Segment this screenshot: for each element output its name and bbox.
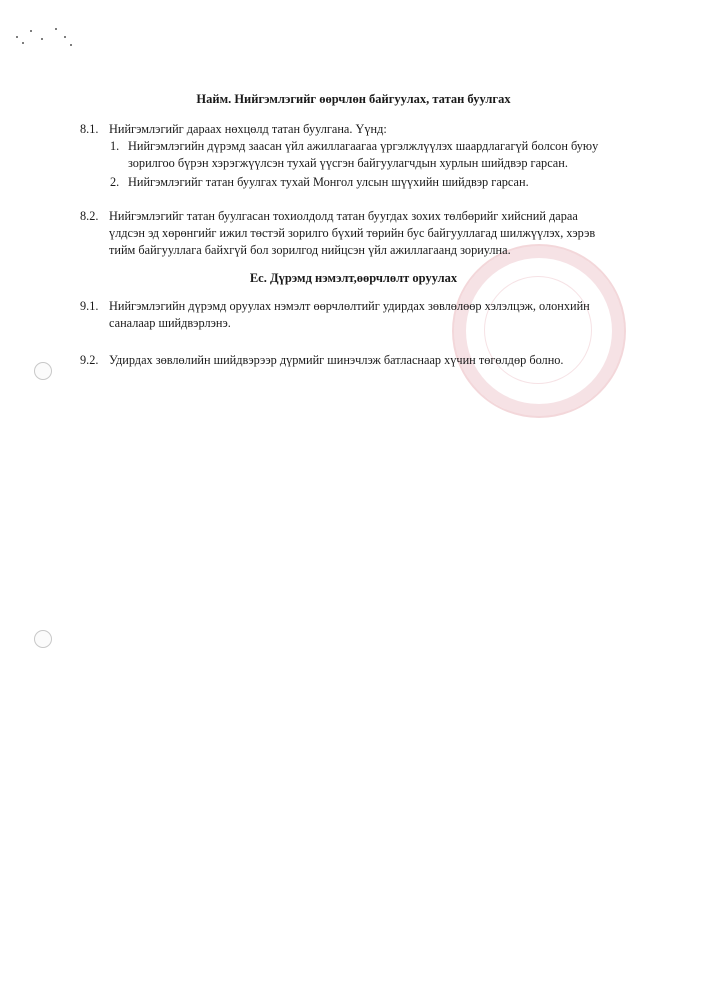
scan-speck — [70, 44, 72, 46]
scan-speck — [30, 30, 32, 32]
list-item-2-line1: Нийгэмлэгийг татан буулгах тухай Монгол улсын шүүхийн шийдвэр гарсан. — [128, 175, 529, 189]
clause-9-1-number: 9.1. — [80, 299, 99, 313]
scan-speck — [41, 38, 43, 40]
list-item-1-line2: зорилгоо бүрэн хэрэгжүүлсэн тухай үүсгэн байгуулагчдын хурлын шийдвэр гарсан. — [128, 156, 568, 170]
clause-8-2-line3: тийм байгууллага байхгүй бол зорилгод нийцсэн үйл ажиллагаанд зориулна. — [109, 243, 511, 257]
clause-8-2-line1: Нийгэмлэгийг татан буулгасан тохиолдолд татан буугдах зохих төлбөрийг хийсний дараа — [109, 209, 578, 223]
clause-9-1-line2: саналаар шийдвэрлэнэ. — [109, 316, 231, 330]
clause-8-1-number: 8.1. — [80, 122, 99, 136]
list-item-1-line1: Нийгэмлэгийн дүрэмд заасан үйл ажиллагаагаа үргэлжлүүлэх шаардлагагүй болсон буюу — [128, 139, 599, 153]
clause-9-2-text: Удирдах зөвлөлийн шийдвэрээр дүрмийг шинэчлэж батласнаар хүчин төгөлдөр болно. — [109, 353, 564, 367]
punch-hole — [34, 362, 52, 380]
clause-9-2-number: 9.2. — [80, 353, 99, 367]
scan-speck — [64, 36, 66, 38]
scan-speck — [16, 36, 18, 38]
clause-8-1-text: Нийгэмлэгийг дараах нөхцөлд татан буулгана. Үүнд: — [109, 122, 387, 136]
list-item-2-number: 2. — [110, 175, 120, 189]
list-item-1-number: 1. — [110, 139, 120, 153]
punch-hole — [34, 630, 52, 648]
section-eight-heading: Найм. Нийгэмлэгийг өөрчлөн байгуулах, татан буулгах — [196, 92, 511, 106]
scan-speck — [55, 28, 57, 30]
clause-8-2-number: 8.2. — [80, 209, 99, 223]
clause-9-1-line1: Нийгэмлэгийн дүрэмд оруулах нэмэлт өөрчлөлтийг удирдах зөвлөлөөр хэлэлцэж, олонхийн — [109, 299, 590, 313]
scan-speck — [22, 42, 24, 44]
clause-8-2-line2: үлдсэн эд хөрөнгийг ижил төстэй зорилго бүхий төрийн бус байгууллагад шилжүүлэх, хэрэв — [109, 226, 596, 240]
section-nine-heading: Ес. Дүрэмд нэмэлт,өөрчлөлт оруулах — [249, 271, 458, 285]
